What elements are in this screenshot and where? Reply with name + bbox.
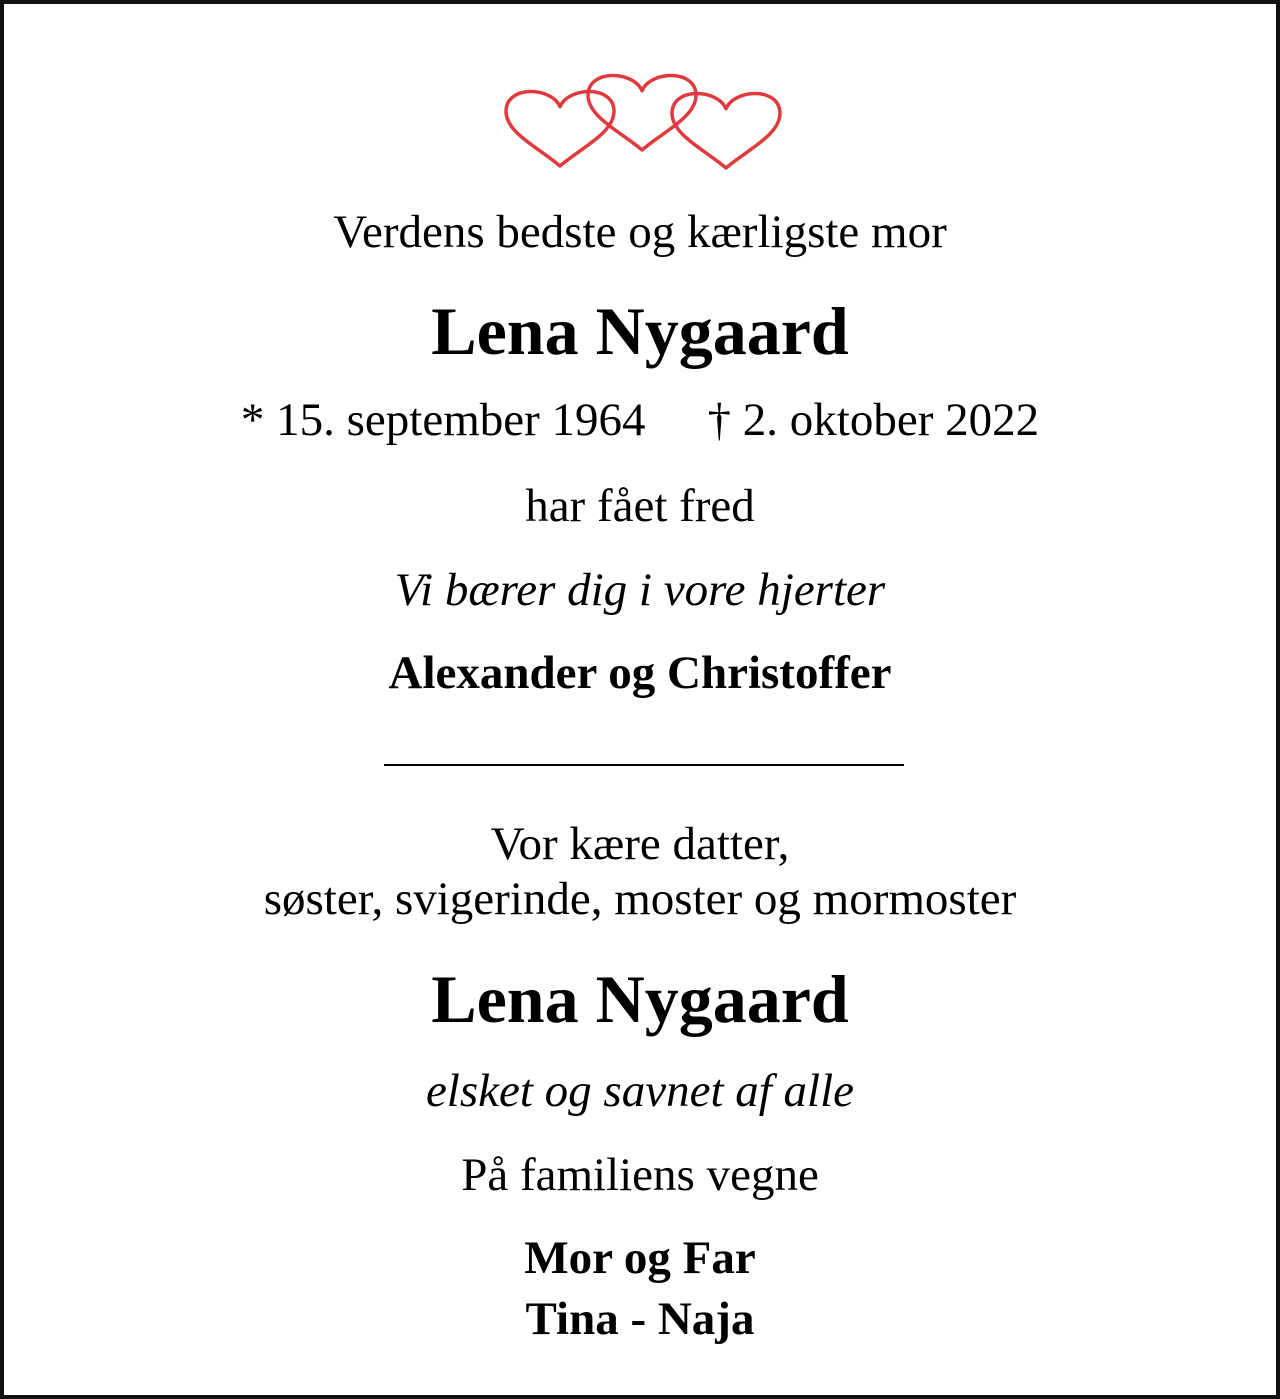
death-date: † 2. oktober 2022 — [707, 394, 1040, 446]
deceased-name-2: Lena Nygaard — [431, 961, 849, 1037]
three-interlocking-hearts-icon — [502, 66, 786, 176]
signature-line-2: Tina - Naja — [525, 1293, 755, 1345]
life-dates — [4, 394, 1276, 446]
deceased-name: Lena Nygaard — [431, 293, 849, 369]
intro-text-line-2: søster, svigerinde, moster og mormoster — [263, 873, 1017, 925]
verse-text-2: elsket og savnet af alle — [425, 1065, 855, 1117]
intro-text-line-1: Vor kære datter, — [490, 818, 790, 870]
intro-text: Verdens bedste og kærligste mor — [333, 206, 947, 258]
verse-text: Vi bærer dig i vore hjerter — [394, 564, 886, 616]
signature-line-1: Mor og Far — [524, 1232, 756, 1284]
signature-text: Alexander og Christoffer — [388, 647, 892, 699]
on-behalf-text: På familiens vegne — [461, 1149, 819, 1201]
heart-left-icon — [506, 91, 614, 166]
divider-line — [384, 764, 904, 766]
birth-date: * 15. september 1964 — [240, 394, 646, 446]
hearts-icon — [502, 66, 786, 176]
heart-right-icon — [672, 93, 780, 168]
status-text: har fået fred — [525, 480, 755, 532]
heart-middle-icon — [588, 75, 696, 150]
